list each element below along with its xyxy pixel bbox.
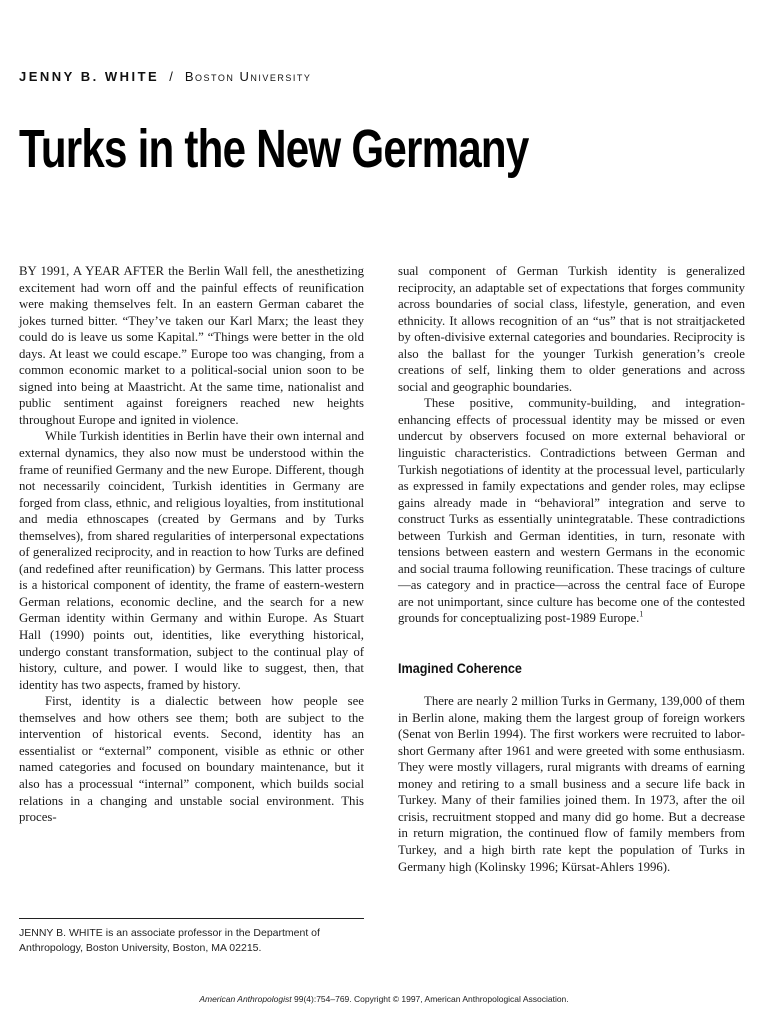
body-paragraph: BY 1991, A YEAR AFTER the Berlin Wall fell, the anesthetizing excitement had worn off and the painful effects of reunification were making themselves felt. In an eastern German cabaret the jokes turned bitter. “They’ve taken our Karl Marx; the least they could do is leave us some Kapital.” “Things were better in the old days. At least we could escape.” Europe too was changing, from a common economic market to a political-social union soon to be signed into being at Maastricht. At the same time, nationalist and public sentiment against foreigners reached new heights throughout Europe and ignited in violence. <box>19 264 364 427</box>
body-paragraph <box>398 395 745 627</box>
article-title: Turks in the New Germany <box>19 119 529 179</box>
author-byline <box>19 69 311 84</box>
body-paragraph: sual component of German Turkish identity is generalized reciprocity, an adaptable set of expectations that forges community across boundaries of social class, lifestyle, generation, and even ethnicity. It allows recognition of an “us” that is not straitjacketed by often-divisive external categories and boundaries. Reciprocity is also the ballast for the younger Turkish generation’s creole creations of self, linking them to older generations and across social and geographic boundaries. <box>398 264 745 394</box>
author-name: JENNY B. WHITE <box>19 69 160 84</box>
journal-name: American Anthropologist <box>199 994 292 1004</box>
author-institution: Boston University <box>184 69 312 84</box>
byline-separator: / <box>169 69 175 84</box>
section-heading: Imagined Coherence <box>398 660 522 677</box>
body-paragraph: First, identity is a dialectic between how people see themselves and how others see them; both are subject to the intervention of historical events. Second, identity has an essentialist or “external” component, visible as ethnic or other named categories and focused on boundary maintenance, but it also has a processual “internal” component, which builds social relations in a changing and unstable social environment. This proces- <box>19 694 364 825</box>
author-footnote: JENNY B. WHITE is an associate professor in the Department of Anthropology, Boston University, Boston, MA 02215. <box>19 927 320 954</box>
footnote-marker: 1 <box>639 610 644 620</box>
paragraph-text: These positive, community-building, and integration-enhancing effects of processual identity may be missed or even undercut by observers focused on more external behavioral or linguistic characteristics. Contradictions between German and Turkish negotiations of identity at the processual level, particularly as expressed in family expectations and gender roles, may eclipse gains already made in “behavioral” integration and serve to construct Turks as essentially unintegratable. These contradictions between Turkish and German identities, in turn, resonate with tensions between eastern and western Germans in the economic and social trauma following reunification. These tracings of culture—as category and in practice—across the central face of Europe are not unimportant, since culture has become one of the contested grounds for conceptualizing post-1989 Europe. <box>398 396 745 626</box>
body-paragraph: While Turkish identities in Berlin have their own internal and external dynamics, they also now must be understood within the frame of reunified Germany and the new Europe. Different, though not necessarily coincident, Turkish identities in Germany are forged from class, ethnic, and religious loyalties, from institutional and media ethnoscapes (created by Germans and by Turks themselves), from shared regularities of interpersonal expectations of generalized reciprocity, and in reaction to how Turks are defined (and redefined after reunification) by Germans. This latter process is a historical component of identity, the frame of eastern-western German relations, economic decline, and the search for a new German identity within Germany and within Europe. As Stuart Hall (1990) points out, identities, like everything historical, undergo constant transformation, subject to the continual play of history, culture, and power. I would like to suggest, then, that identity has two aspects, framed by history. <box>19 429 364 692</box>
journal-citation <box>0 994 768 1004</box>
left-column <box>19 263 364 826</box>
footnote-divider <box>19 918 364 919</box>
body-paragraph: There are nearly 2 million Turks in Germany, 139,000 of them in Berlin alone, making them the largest group of foreign workers (Senat von Berlin 1994). The first workers were recruited to labor-short Germany after 1961 and were greeted with some enthusiasm. They were mostly villagers, rural migrants with dreams of earning money and retiring to a small business and a secure life back in Turkey. Many of their families joined them. In 1973, after the oil crisis, recruitment stopped and many did go home. But a decrease in return migration, the continued flow of family members from Turkey, and a high birth rate kept the population of Turks in Germany high (Kolinsky 1996; Kürsat-Ahlers 1996). <box>398 694 745 874</box>
citation-details: 99(4):754–769. Copyright © 1997, American Anthropological Association. <box>291 994 569 1004</box>
right-column <box>398 263 745 875</box>
